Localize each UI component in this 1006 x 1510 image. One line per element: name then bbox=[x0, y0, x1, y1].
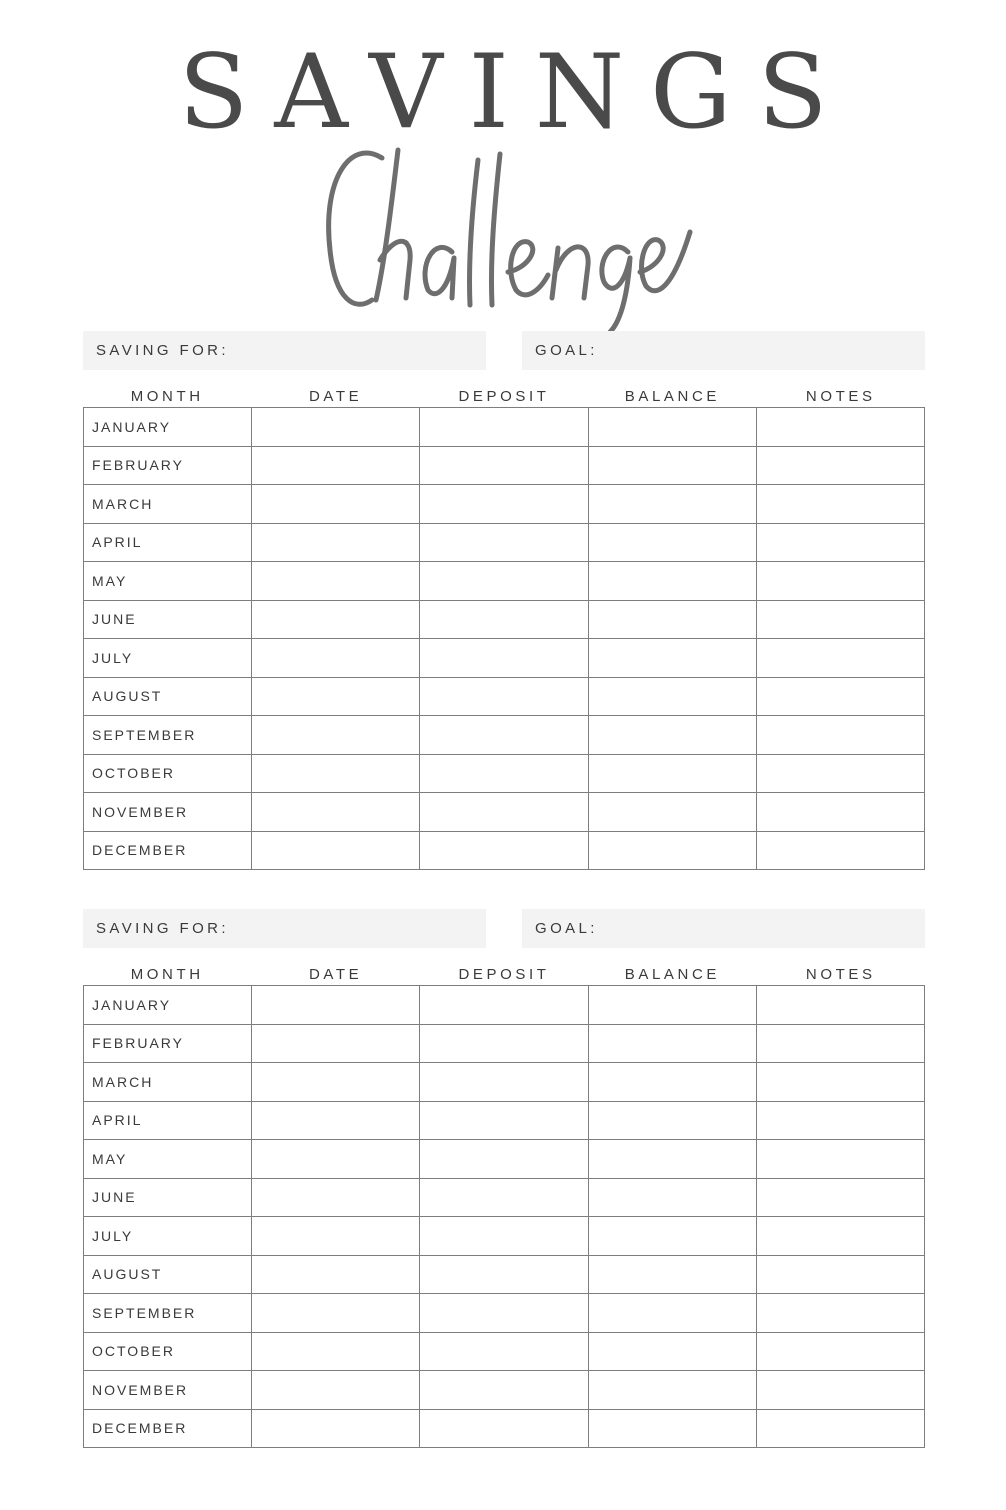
notes-cell[interactable] bbox=[756, 1371, 924, 1410]
balance-cell[interactable] bbox=[588, 716, 756, 755]
column-header-balance: BALANCE bbox=[624, 388, 720, 405]
balance-cell[interactable] bbox=[588, 1294, 756, 1333]
month-label: MAY bbox=[84, 562, 252, 601]
notes-cell[interactable] bbox=[756, 1294, 924, 1333]
month-label: JULY bbox=[84, 639, 252, 678]
month-label: JUNE bbox=[84, 1178, 252, 1217]
column-header-date: DATE bbox=[308, 388, 363, 405]
table-row bbox=[84, 408, 925, 447]
saving-for-field[interactable] bbox=[83, 909, 486, 948]
goal-input[interactable] bbox=[598, 330, 925, 371]
month-label: JULY bbox=[84, 1217, 252, 1256]
balance-cell[interactable] bbox=[588, 485, 756, 524]
date-cell[interactable] bbox=[252, 446, 420, 485]
balance-cell[interactable] bbox=[588, 639, 756, 678]
date-cell[interactable] bbox=[252, 1024, 420, 1063]
notes-cell[interactable] bbox=[756, 1178, 924, 1217]
table-row bbox=[84, 986, 925, 1025]
balance-cell[interactable] bbox=[588, 831, 756, 870]
month-label: JANUARY bbox=[84, 986, 252, 1025]
deposit-cell[interactable] bbox=[420, 1332, 588, 1371]
notes-cell[interactable] bbox=[756, 408, 924, 447]
date-cell[interactable] bbox=[252, 408, 420, 447]
column-header-date: DATE bbox=[308, 966, 363, 983]
saving-for-label: SAVING FOR: bbox=[96, 342, 229, 359]
table-row bbox=[84, 677, 925, 716]
table-row bbox=[84, 1409, 925, 1448]
goal-label: GOAL: bbox=[535, 342, 598, 359]
balance-cell[interactable] bbox=[588, 523, 756, 562]
month-label: MAY bbox=[84, 1140, 252, 1179]
notes-cell[interactable] bbox=[756, 986, 924, 1025]
date-cell[interactable] bbox=[252, 1101, 420, 1140]
balance-cell[interactable] bbox=[588, 1332, 756, 1371]
table-row bbox=[84, 1332, 925, 1371]
savings-table bbox=[83, 407, 925, 870]
month-label: AUGUST bbox=[84, 1255, 252, 1294]
balance-cell[interactable] bbox=[588, 1140, 756, 1179]
table-row bbox=[84, 716, 925, 755]
deposit-cell[interactable] bbox=[420, 793, 588, 832]
notes-cell[interactable] bbox=[756, 485, 924, 524]
balance-cell[interactable] bbox=[588, 1217, 756, 1256]
notes-cell[interactable] bbox=[756, 677, 924, 716]
deposit-cell[interactable] bbox=[420, 523, 588, 562]
table-row bbox=[84, 1140, 925, 1179]
deposit-cell[interactable] bbox=[420, 1409, 588, 1448]
date-cell[interactable] bbox=[252, 600, 420, 639]
deposit-cell[interactable] bbox=[420, 754, 588, 793]
savings-table-body bbox=[84, 408, 925, 870]
balance-cell[interactable] bbox=[588, 1063, 756, 1102]
table-row bbox=[84, 485, 925, 524]
balance-cell[interactable] bbox=[588, 986, 756, 1025]
balance-cell[interactable] bbox=[588, 1024, 756, 1063]
month-label: APRIL bbox=[84, 523, 252, 562]
notes-cell[interactable] bbox=[756, 754, 924, 793]
date-cell[interactable] bbox=[252, 716, 420, 755]
deposit-cell[interactable] bbox=[420, 1217, 588, 1256]
saving-for-field[interactable] bbox=[83, 331, 486, 370]
notes-cell[interactable] bbox=[756, 600, 924, 639]
date-cell[interactable] bbox=[252, 639, 420, 678]
deposit-cell[interactable] bbox=[420, 1063, 588, 1102]
table-row bbox=[84, 793, 925, 832]
table-row bbox=[84, 1371, 925, 1410]
table-row bbox=[84, 1063, 925, 1102]
month-label: SEPTEMBER bbox=[84, 1294, 252, 1333]
table-header bbox=[83, 371, 925, 407]
saving-for-label: SAVING FOR: bbox=[96, 920, 229, 937]
balance-cell[interactable] bbox=[588, 446, 756, 485]
table-header bbox=[83, 949, 925, 985]
deposit-cell[interactable] bbox=[420, 986, 588, 1025]
notes-cell[interactable] bbox=[756, 831, 924, 870]
date-cell[interactable] bbox=[252, 485, 420, 524]
notes-cell[interactable] bbox=[756, 523, 924, 562]
deposit-cell[interactable] bbox=[420, 677, 588, 716]
notes-cell[interactable] bbox=[756, 446, 924, 485]
column-header-balance: BALANCE bbox=[624, 966, 720, 983]
month-label: FEBRUARY bbox=[84, 1024, 252, 1063]
month-label: OCTOBER bbox=[84, 1332, 252, 1371]
notes-cell[interactable] bbox=[756, 793, 924, 832]
deposit-cell[interactable] bbox=[420, 1294, 588, 1333]
table-row bbox=[84, 523, 925, 562]
deposit-cell[interactable] bbox=[420, 446, 588, 485]
deposit-cell[interactable] bbox=[420, 1178, 588, 1217]
month-label: DECEMBER bbox=[84, 831, 252, 870]
savings-table-body bbox=[84, 986, 925, 1448]
page-title: SAVINGS bbox=[178, 33, 854, 152]
month-label: SEPTEMBER bbox=[84, 716, 252, 755]
month-label: APRIL bbox=[84, 1101, 252, 1140]
month-label: NOVEMBER bbox=[84, 1371, 252, 1410]
deposit-cell[interactable] bbox=[420, 1140, 588, 1179]
month-label: MARCH bbox=[84, 485, 252, 524]
balance-cell[interactable] bbox=[588, 1178, 756, 1217]
table-row bbox=[84, 600, 925, 639]
date-cell[interactable] bbox=[252, 1371, 420, 1410]
month-label: MARCH bbox=[84, 1063, 252, 1102]
deposit-cell[interactable] bbox=[420, 1101, 588, 1140]
deposit-cell[interactable] bbox=[420, 485, 588, 524]
deposit-cell[interactable] bbox=[420, 1255, 588, 1294]
table-row bbox=[84, 1024, 925, 1063]
deposit-cell[interactable] bbox=[420, 639, 588, 678]
savings-section-2 bbox=[83, 909, 925, 1448]
balance-cell[interactable] bbox=[588, 1101, 756, 1140]
notes-cell[interactable] bbox=[756, 1101, 924, 1140]
deposit-cell[interactable] bbox=[420, 1371, 588, 1410]
info-row bbox=[83, 331, 925, 371]
savings-section-1 bbox=[83, 331, 925, 870]
notes-cell[interactable] bbox=[756, 1024, 924, 1063]
challenge-script-title bbox=[0, 140, 1006, 335]
date-cell[interactable] bbox=[252, 986, 420, 1025]
notes-cell[interactable] bbox=[756, 1140, 924, 1179]
deposit-cell[interactable] bbox=[420, 408, 588, 447]
notes-cell[interactable] bbox=[756, 562, 924, 601]
notes-cell[interactable] bbox=[756, 716, 924, 755]
balance-cell[interactable] bbox=[588, 1371, 756, 1410]
date-cell[interactable] bbox=[252, 754, 420, 793]
notes-cell[interactable] bbox=[756, 1063, 924, 1102]
date-cell[interactable] bbox=[252, 1294, 420, 1333]
table-row bbox=[84, 1294, 925, 1333]
date-cell[interactable] bbox=[252, 1409, 420, 1448]
column-header-deposit: DEPOSIT bbox=[458, 388, 550, 405]
date-cell[interactable] bbox=[252, 562, 420, 601]
date-cell[interactable] bbox=[252, 677, 420, 716]
table-row bbox=[84, 562, 925, 601]
balance-cell[interactable] bbox=[588, 754, 756, 793]
balance-cell[interactable] bbox=[588, 1409, 756, 1448]
goal-input[interactable] bbox=[598, 908, 925, 949]
month-label: DECEMBER bbox=[84, 1409, 252, 1448]
date-cell[interactable] bbox=[252, 1140, 420, 1179]
table-row bbox=[84, 1255, 925, 1294]
column-header-month: MONTH bbox=[130, 966, 204, 983]
balance-cell[interactable] bbox=[588, 600, 756, 639]
date-cell[interactable] bbox=[252, 1217, 420, 1256]
savings-table bbox=[83, 985, 925, 1448]
date-cell[interactable] bbox=[252, 793, 420, 832]
balance-cell[interactable] bbox=[588, 793, 756, 832]
month-label: NOVEMBER bbox=[84, 793, 252, 832]
deposit-cell[interactable] bbox=[420, 600, 588, 639]
notes-cell[interactable] bbox=[756, 1332, 924, 1371]
goal-field[interactable] bbox=[522, 909, 925, 948]
saving-for-input[interactable] bbox=[229, 908, 486, 949]
balance-cell[interactable] bbox=[588, 1255, 756, 1294]
column-header-notes: NOTES bbox=[805, 388, 876, 405]
balance-cell[interactable] bbox=[588, 677, 756, 716]
table-row bbox=[84, 446, 925, 485]
table-row bbox=[84, 1101, 925, 1140]
date-cell[interactable] bbox=[252, 1332, 420, 1371]
deposit-cell[interactable] bbox=[420, 1024, 588, 1063]
notes-cell[interactable] bbox=[756, 1409, 924, 1448]
info-row bbox=[83, 909, 925, 949]
table-row bbox=[84, 831, 925, 870]
deposit-cell[interactable] bbox=[420, 716, 588, 755]
deposit-cell[interactable] bbox=[420, 562, 588, 601]
notes-cell[interactable] bbox=[756, 1217, 924, 1256]
goal-label: GOAL: bbox=[535, 920, 598, 937]
table-row bbox=[84, 754, 925, 793]
table-row bbox=[84, 1217, 925, 1256]
month-label: AUGUST bbox=[84, 677, 252, 716]
balance-cell[interactable] bbox=[588, 408, 756, 447]
balance-cell[interactable] bbox=[588, 562, 756, 601]
date-cell[interactable] bbox=[252, 1255, 420, 1294]
date-cell[interactable] bbox=[252, 1063, 420, 1102]
table-row bbox=[84, 1178, 925, 1217]
table-row bbox=[84, 639, 925, 678]
month-label: FEBRUARY bbox=[84, 446, 252, 485]
column-header-month: MONTH bbox=[130, 388, 204, 405]
column-header-deposit: DEPOSIT bbox=[458, 966, 550, 983]
deposit-cell[interactable] bbox=[420, 831, 588, 870]
month-label: JUNE bbox=[84, 600, 252, 639]
saving-for-input[interactable] bbox=[229, 330, 486, 371]
month-label: JANUARY bbox=[84, 408, 252, 447]
month-label: OCTOBER bbox=[84, 754, 252, 793]
notes-cell[interactable] bbox=[756, 1255, 924, 1294]
notes-cell[interactable] bbox=[756, 639, 924, 678]
column-header-notes: NOTES bbox=[805, 966, 876, 983]
date-cell[interactable] bbox=[252, 831, 420, 870]
goal-field[interactable] bbox=[522, 331, 925, 370]
date-cell[interactable] bbox=[252, 523, 420, 562]
date-cell[interactable] bbox=[252, 1178, 420, 1217]
